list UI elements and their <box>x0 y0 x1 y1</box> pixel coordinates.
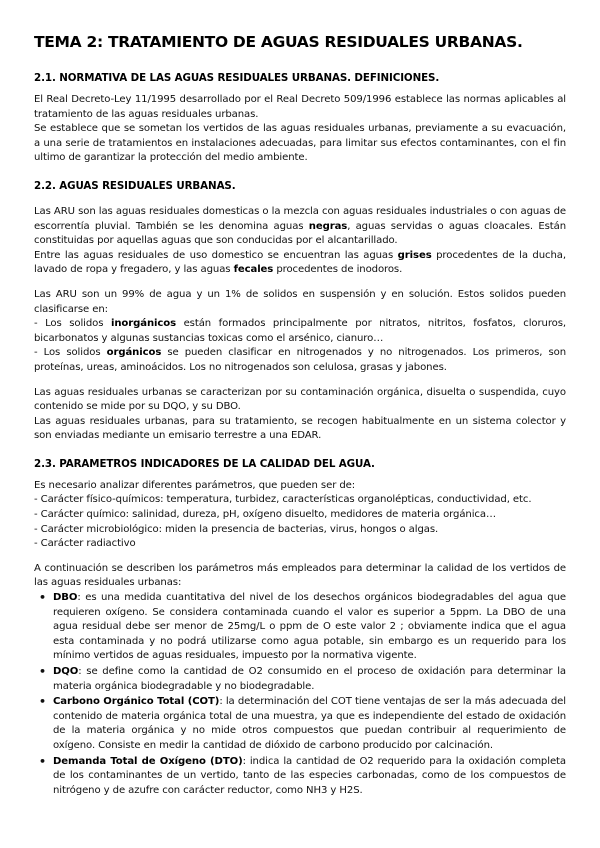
bold-term: DQO <box>53 666 79 677</box>
section-heading-2-1: 2.1. NORMATIVA DE LAS AGUAS RESIDUALES URBANAS. DEFINICIONES. <box>34 72 440 84</box>
bold-term: DBO <box>53 592 78 604</box>
bullet-icon: • <box>39 754 46 768</box>
paragraph: Las ARU son las aguas residuales domesticas o la mezcla con aguas residuales industriales o con aguas de escorrentía pluvial. También se les denomina aguas negras, aguas servidas o aguas cloacales. Están constituidas por aquellas aguas que son conducidas por el alcantarillado. <box>34 205 567 247</box>
bold-term: inorgánicos <box>110 318 177 330</box>
bold-term: grises <box>397 249 432 261</box>
paragraph: Entre las aguas residuales de uso domestico se encuentran las aguas grises procedentes de la ducha, lavado de ropa y fregadero, y las aguas fecales procedentes de inodoros. <box>34 249 566 276</box>
list-item: • DQO: se define como la cantidad de O2 consumido en el proceso de oxidación para determinar la materia orgánica biodegradable y no biodegradable. <box>39 665 566 692</box>
list-item: • Carbono Orgánico Total (COT): la determinación del COT tiene ventajas de ser la más adecuada del contenido de materia orgánica total de una muestra, ya que es independiente del estado de oxidación de la materia orgánica y no mide otros compuestos que puedan contribuir al requerimiento de oxígeno. Consiste en medir la cantidad de dióxido de carbono producido por calcinación. <box>39 695 566 751</box>
bold-term: orgánicos <box>106 347 162 359</box>
section-heading-2-2: 2.2. AGUAS RESIDUALES URBANAS. <box>34 179 236 192</box>
paragraph: - Los solidos inorgánicos están formados principalmente por nitratos, nitritos, fosfatos, cloruros, bicarbonatos y algunas sustancias toxicas como el arsénico, cianuro… <box>34 318 566 344</box>
list-item: - Carácter químico: salinidad, dureza, pH, oxígeno disuelto, medidores de materia orgánica… <box>34 509 496 521</box>
bullet-icon: • <box>39 591 46 605</box>
paragraph: Es necesario analizar diferentes parámetros, que pueden ser de: <box>34 479 356 491</box>
list-item: • DBO: es una medida cuantitativa del nivel de los desechos orgánicos biodegradables del agua que requieren oxígeno. Se considera contaminada cuando el valor es superior a 5ppm. La DBO de una agua residual debe ser menor de 25mg/L o ppm de O este valor 2 ; obviamente indica que el agua esta contaminada y no podrá utilizarse como agua potable, sin embargo es un requerido para los mínimo vertidos de aguas residuales, impuesto por la normativa vigente. <box>39 591 566 662</box>
paragraph: Se establece que se sometan los vertidos de las aguas residuales urbanas, previamente a su evacuación, a una serie de tratamientos en instalaciones adecuadas, para limitar sus efectos contaminantes, con el fin ultimo de garantizar la protección del medio ambiente. <box>34 123 566 164</box>
section-heading-2-3: 2.3. PARAMETROS INDICADORES DE LA CALIDAD DEL AGUA. <box>34 457 375 470</box>
bold-term: Demanda Total de Oxígeno (DTO) <box>53 755 243 767</box>
paragraph: A continuación se describen los parámetros más empleados para determinar la calidad de los vertidos de las aguas residuales urbanas: <box>34 562 566 589</box>
bullet-icon: • <box>39 695 46 709</box>
paragraph: Las aguas residuales urbanas, para su tratamiento, se recogen habitualmente en un sistema colector y son enviadas mediante un emisario terrestre a una EDAR. <box>34 415 566 442</box>
list-item: - Carácter microbiológico: miden la presencia de bacterias, virus, hongos o algas. <box>34 523 439 535</box>
parameter-list <box>34 591 566 798</box>
bullet-icon: • <box>39 665 46 678</box>
paragraph: El Real Decreto-Ley 11/1995 desarrollado por el Real Decreto 509/1996 establece las normas aplicables al tratamiento de las aguas residuales urbanas. <box>34 94 566 120</box>
list-item: - Carácter físico-químicos: temperatura, turbidez, características organolépticas, conductividad, etc. <box>34 494 532 506</box>
bold-term: negras <box>308 220 348 232</box>
paragraph: Las ARU son un 99% de agua y un 1% de solidos en suspensión y en solución. Estos solidos pueden clasificarse en: <box>34 288 566 315</box>
paragraph: Las aguas residuales urbanas se caracterizan por su contaminación orgánica, disuelta o suspendida, cuyo contenido se mide por su DQO, y su DBO. <box>34 386 566 413</box>
document-title: TEMA 2: TRATAMIENTO DE AGUAS RESIDUALES URBANAS. <box>34 33 523 51</box>
bold-term: Carbono Orgánico Total (COT) <box>53 696 220 708</box>
list-item: • Demanda Total de Oxígeno (DTO): indica la cantidad de O2 requerido para la oxidación completa de los contaminantes de un vertido, tanto de las especies carbonadas, como de los compuestos de nitrógeno y de azufre con carácter reductor, como NH3 y H2S. <box>39 754 566 796</box>
list-item: - Carácter radiactivo <box>34 538 136 550</box>
bold-term: fecales <box>233 264 274 276</box>
paragraph: - Los solidos orgánicos se pueden clasificar en nitrogenados y no nitrogenados. Los primeros, son proteínas, ureas, aminoácidos. Los no nitrogenados son celulosa, grasas y jabones. <box>34 347 566 373</box>
